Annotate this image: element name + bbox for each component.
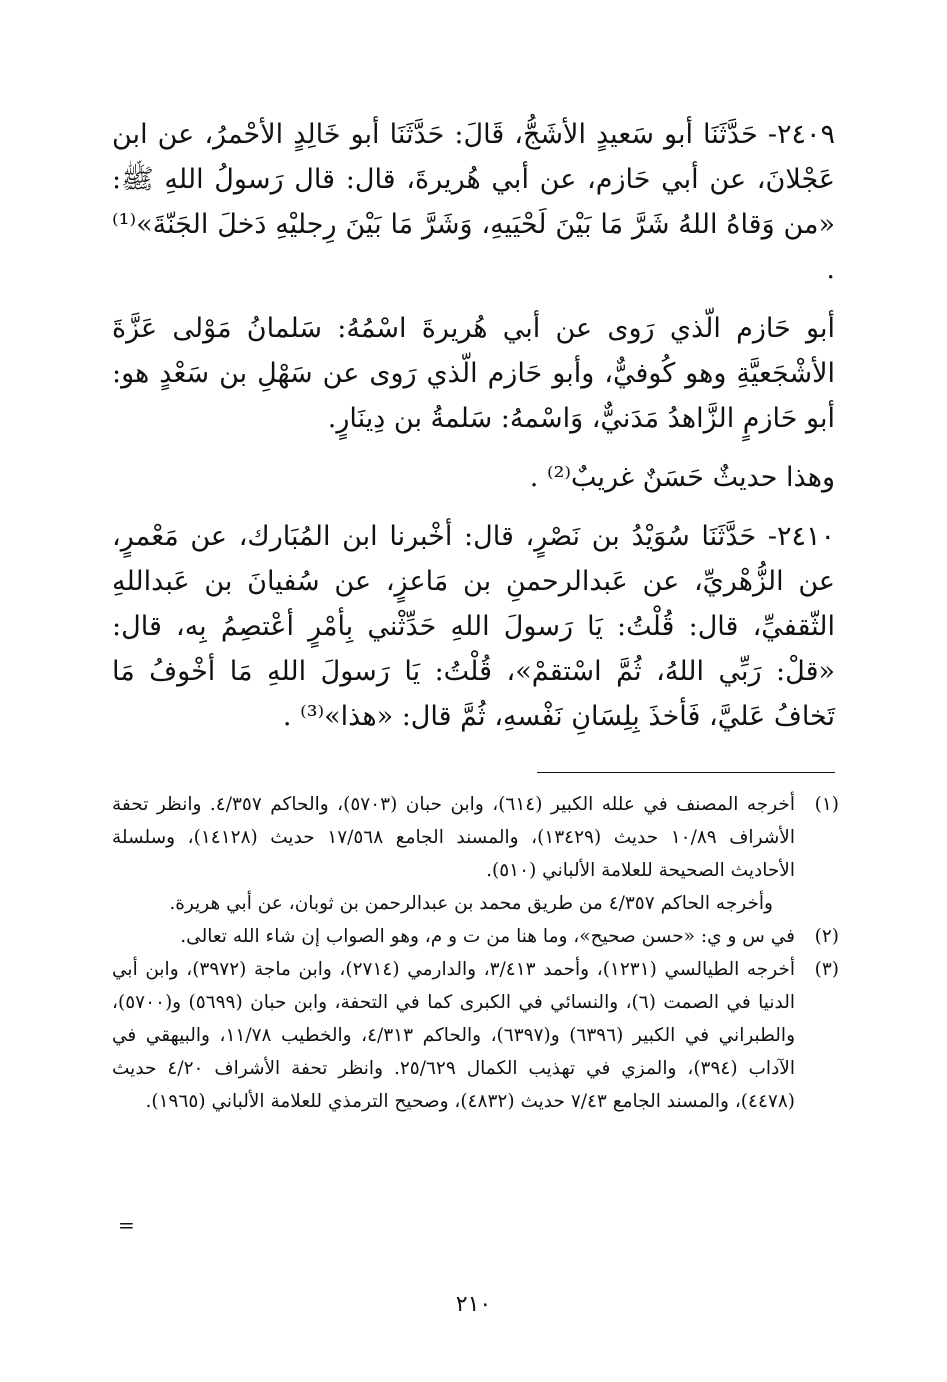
footnote-text: وأخرجه الحاكم ٤/٣٥٧ من طريق محمد بن عبدالرحمن بن ثوبان، عن أبي هريرة. [169,893,773,914]
hadith-2410-text: ٢٤١٠- حَدَّثَنَا سُوَيْدُ بن نَصْرٍ، قال: أخْبرنا ابن المُبَارك، عن مَعْمرٍ، عن الزُّهْريِّ، عن عَبدالرحمنِ بن مَاعزٍ، عن سُفيانَ بن عَبداللهِ الثّقفيِّ، قال: قُلْتُ: يَا رَسولَ اللهِ حَدِّثْني بِأمْرٍ أعْتصِمُ بِه، قال: «قلْ: رَبِّي اللهُ، ثُمَّ اسْتقمْ»، قُلْتُ: يَا رَسولَ اللهِ مَا أخْوفُ مَا تَخافُ عَليَّ، فَأخذَ بِلِسَانِ نَفْسهِ، ثُمَّ قال: «هذا»⁽³⁾ . [112,521,835,732]
hadith-2409-grade: وهذا حديثٌ حَسَنٌ غريبٌ⁽²⁾ . [529,462,835,493]
footnote-number: (٢) [814,926,839,947]
footnote-number: (٣) [814,959,839,980]
footnote-separator [537,772,835,773]
footnote-text: أخرجه الطيالسي (١٢٣١)، وأحمد ٣/٤١٣، والدارمي (٢٧١٤)، وابن ماجة (٣٩٧٢)، وابن أبي الدنيا في الصمت (٦)، والنسائي في الكبرى كما في التحفة، وابن حبان (٥٦٩٩) و(٥٧٠٠)، والطبراني في الكبير (٦٣٩٦) و(٦٣٩٧)، والحاكم ٤/٣١٣، والخطيب ١١/٧٨، والبيهقي في الآداب (٣٩٤)، والمزي في تهذيب الكمال ٢٥/٦٢٩. وانظر تحفة الأشراف ٤/٢٠ حديث (٤٤٧٨)، والمسند الجامع ٧/٤٣ حديث (٤٨٣٢)، وصحيح الترمذي للعلامة الألباني (١٩٦٥). [112,959,796,1112]
footnote-2 [112,920,839,953]
hadith-2409-text: ٢٤٠٩- حَدَّثَنَا أبو سَعيدٍ الأشَجُّ، قَالَ: حَدَّثَنَا أبو خَالِدٍ الأحْمرُ، عن ابن عَجْلانَ، عن أبي حَازم، عن أبي هُريرةَ، قال: قال رَسولُ اللهِ ﷺ: «من وَقاهُ اللهُ شَرَّ مَا بَيْنَ لَحْيَيهِ، وَشَرَّ مَا بَيْنَ رِجليْهِ دَخلَ الجَنّةَ»⁽¹⁾ . [112,119,835,285]
continuation-mark: = [118,1213,135,1237]
footnote-text: في س و ي: «حسن صحيح»، وما هنا من ت و م، وهو الصواب إن شاء الله تعالى. [180,926,795,947]
footnote-text: أخرجه المصنف في علله الكبير (٦١٤)، وابن حبان (٥٧٠٣)، والحاكم ٤/٣٥٧. وانظر تحفة الأشراف ١٠/٨٩ حديث (١٣٤٢٩)، والمسند الجامع ١٧/٥٦٨ حديث (١٤١٢٨)، وسلسلة الأحاديث الصحيحة للعلامة الألباني (٥١٠). [112,794,795,881]
hadith-2409-note: أبو حَازم الّذي رَوى عن أبي هُريرةَ اسْمُهُ: سَلمانُ مَوْلى عَزَّةَ الأشْجَعيَّةِ وهو كُوفيٌّ، وأبو حَازم الّذي رَوى عن سَهْلِ بن سَعْدٍ هو: أبو حَازمٍ الزَّاهدُ مَدَنيٌّ، وَاسْمهُ: سَلمةُ بن دِينَارٍ. [112,313,835,434]
footnote-number: (١) [814,794,839,815]
footnote-1 [112,788,839,920]
footnotes [112,788,839,1118]
main-text [112,112,835,739]
footnote-3 [112,953,839,1118]
page-number: ٢١٠ [455,1292,492,1317]
